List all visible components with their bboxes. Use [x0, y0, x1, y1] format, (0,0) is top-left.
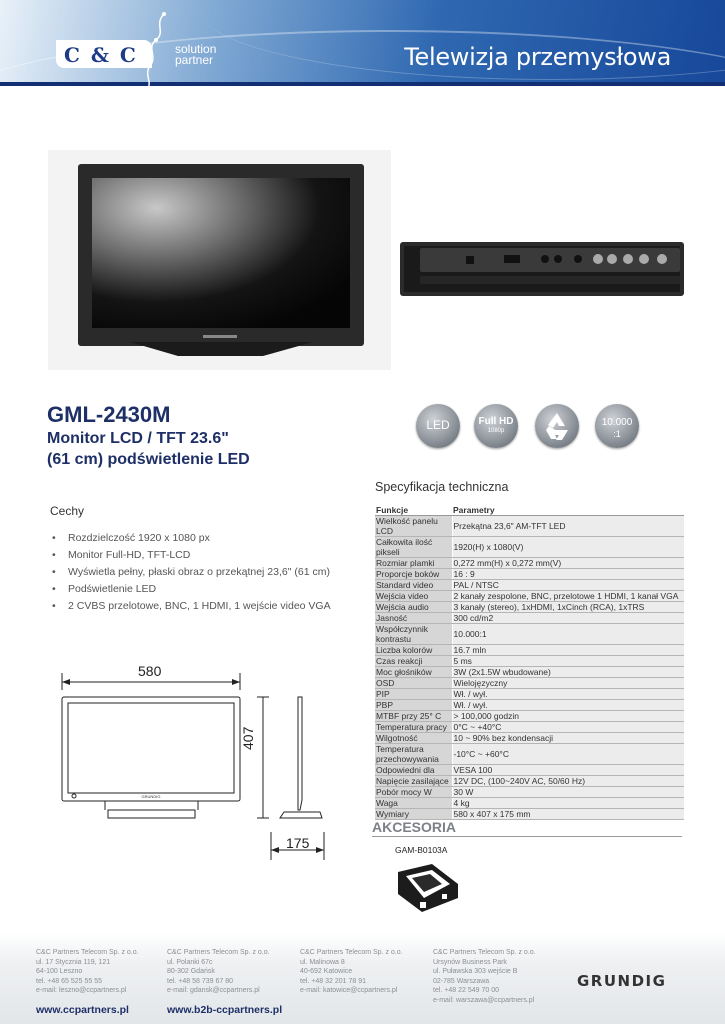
spec-value: Wł. / wył.: [452, 689, 684, 700]
table-row: [375, 580, 684, 591]
spec-key: Rozmiar plamki: [375, 558, 452, 569]
address-line: tel. +48 65 525 55 55: [36, 977, 102, 985]
spec-key: Wilgotność: [375, 733, 452, 744]
table-row: [375, 744, 684, 765]
table-row: [375, 624, 684, 645]
spec-key: MTBF przy 25° C: [375, 711, 452, 722]
address-line: C&C Partners Telecom Sp. z o.o.: [300, 949, 403, 956]
address-line: 64-100 Leszno: [36, 968, 83, 975]
spec-key: Wejścia video: [375, 591, 452, 602]
address-line: ul. Polanki 67c: [167, 958, 213, 966]
badge-sublabel: 1080p: [487, 428, 505, 434]
accessories-heading: AKCESORIA: [372, 819, 457, 835]
address-line: ul. Malinowa 8: [300, 958, 345, 966]
table-row: [375, 558, 684, 569]
address-line: e-mail: katowice@ccpartners.pl: [300, 987, 398, 994]
spec-heading: Specyfikacja techniczna: [375, 480, 509, 494]
address-line: 02-785 Warszawa: [433, 977, 490, 985]
list-item: • 2 CVBS przelotowe, BNC, 1 HDMI, 1 wejście video VGA: [52, 598, 331, 615]
spec-key: Proporcje boków: [375, 569, 452, 580]
tv-connector-panel-image: [400, 242, 684, 296]
spec-key: PBP: [375, 700, 452, 711]
spec-value: 4 kg: [452, 798, 684, 809]
page-title: Telewizja przemysłowa: [404, 43, 671, 71]
table-row: [375, 656, 684, 667]
badge-label: Full HD: [478, 416, 514, 427]
product-code: GML-2430M: [47, 402, 171, 427]
website-link[interactable]: www.ccpartners.pl: [36, 1004, 129, 1016]
grundig-logo: GRUNDIG: [577, 972, 667, 990]
spec-value: 580 x 407 x 175 mm: [452, 809, 684, 820]
logo-subtitle: [175, 44, 216, 66]
spec-key: Czas reakcji: [375, 656, 452, 667]
tv-product-image: [48, 150, 391, 370]
address-block: [167, 948, 270, 996]
spec-value: 1920(H) x 1080(V): [452, 537, 684, 558]
badge-label: LED: [426, 418, 450, 432]
spec-key: Wielkość panelu LCD: [375, 516, 452, 537]
address-line: ul. 17 Stycznia 119, 121: [36, 958, 111, 966]
address-line: Ursynów Business Park: [433, 958, 507, 966]
spec-value: 16 : 9: [452, 569, 684, 580]
list-item: • Rozdzielczość 1920 x 1080 px: [52, 530, 331, 547]
table-row: [375, 689, 684, 700]
spec-table: [375, 505, 684, 820]
dimension-width-label: 580: [138, 663, 162, 679]
table-row: [375, 787, 684, 798]
mounting-bracket-image: [392, 862, 464, 920]
table-row: [375, 733, 684, 744]
spec-value: 30 W: [452, 787, 684, 798]
table-row: [375, 613, 684, 624]
spec-value: Wł. / wył.: [452, 700, 684, 711]
table-row: [375, 678, 684, 689]
spec-key: Pobór mocy W: [375, 787, 452, 798]
spec-value: 10.000:1: [452, 624, 684, 645]
column-header: Parametry: [452, 505, 684, 516]
table-row: [375, 776, 684, 787]
spec-key: Temperatura przechowywania: [375, 744, 452, 765]
product-description: (61 cm) podświetlenie LED: [47, 451, 250, 468]
table-row: [375, 537, 684, 558]
accessory-code: GAM-B0103A: [395, 845, 448, 855]
accessories-divider: [372, 836, 682, 837]
spec-key: Wymiary: [375, 809, 452, 820]
spec-value: 5 ms: [452, 656, 684, 667]
spec-key: Jasność: [375, 613, 452, 624]
table-row: [375, 602, 684, 613]
address-line: C&C Partners Telecom Sp. z o.o.: [36, 949, 139, 956]
b2b-website-link[interactable]: www.b2b-ccpartners.pl: [167, 1004, 283, 1016]
table-row: [375, 765, 684, 776]
address-line: C&C Partners Telecom Sp. z o.o.: [433, 949, 536, 956]
dimension-depth-label: 175: [286, 835, 310, 851]
column-header: Funkcje: [375, 505, 452, 516]
logo-text: C & C: [64, 43, 138, 67]
dimension-height-label: 407: [240, 726, 256, 750]
spec-value: 0,272 mm(H) x 0,272 mm(V): [452, 558, 684, 569]
table-header-row: [375, 505, 684, 516]
spec-key: Całkowita ilość pikseli: [375, 537, 452, 558]
spec-key: Odpowiedni dla: [375, 765, 452, 776]
header-divider: [0, 82, 725, 86]
table-row: [375, 569, 684, 580]
drawing-brand-mark: GRUNDIG: [141, 794, 161, 799]
spec-value: 12V DC, (100~240V AC, 50/60 Hz): [452, 776, 684, 787]
spec-key: Standard video: [375, 580, 452, 591]
address-line: 80-302 Gdańsk: [167, 968, 215, 975]
logo-sub-line: solution: [175, 42, 217, 56]
table-row: [375, 711, 684, 722]
spec-value: 0°C ~ +40°C: [452, 722, 684, 733]
spec-value: Przekątna 23,6" AM-TFT LED: [452, 516, 684, 537]
spec-key: OSD: [375, 678, 452, 689]
led-badge-icon: [416, 404, 460, 448]
spec-key: Waga: [375, 798, 452, 809]
badge-sublabel: :1: [613, 429, 621, 439]
address-line: tel. +48 58 739 67 80: [167, 977, 233, 985]
spec-key: Napięcie zasilające: [375, 776, 452, 787]
contrast-badge-icon: [595, 404, 639, 448]
table-row: [375, 591, 684, 602]
list-item: • Monitor Full-HD, TFT-LCD: [52, 547, 331, 564]
spec-key: Temperatura pracy: [375, 722, 452, 733]
spec-key: Wejścia audio: [375, 602, 452, 613]
features-list: [52, 530, 331, 615]
address-line: e-mail: gdansk@ccpartners.pl: [167, 987, 260, 994]
table-row: [375, 700, 684, 711]
full-hd-badge-icon: [474, 404, 518, 448]
address-line: ul. Puławska 303 wejście B: [433, 968, 518, 975]
address-line: 40-692 Katowice: [300, 968, 353, 975]
address-block: [433, 948, 536, 1005]
spec-key: Liczba kolorów: [375, 645, 452, 656]
spec-value: 3 kanały (stereo), 1xHDMI, 1xCinch (RCA), 1xTRS: [452, 602, 684, 613]
address-line: e-mail: warszawa@ccpartners.pl: [433, 996, 535, 1004]
table-row: [375, 516, 684, 537]
spec-value: -10°C ~ +60°C: [452, 744, 684, 765]
spec-value: > 100,000 godzin: [452, 711, 684, 722]
product-description: Monitor LCD / TFT 23.6": [47, 430, 229, 447]
spec-key: Moc głośników: [375, 667, 452, 678]
logo-sub-line: partner: [175, 53, 214, 67]
table-row: [375, 722, 684, 733]
table-row: [375, 809, 684, 820]
recycle-badge-icon: [535, 404, 579, 448]
address-line: e-mail: leszno@ccpartners.pl: [36, 987, 127, 994]
table-row: [375, 667, 684, 678]
address-line: tel. +48 32 201 78 91: [300, 977, 366, 985]
badge-label: 10.000: [601, 417, 633, 428]
address-block: [300, 948, 403, 996]
list-item: • Wyświetla pełny, płaski obraz o przekątnej 23,6" (61 cm): [52, 564, 331, 581]
address-line: C&C Partners Telecom Sp. z o.o.: [167, 949, 270, 956]
spec-value: 16.7 mln: [452, 645, 684, 656]
logo-squiggle-icon: [136, 10, 176, 90]
spec-key: Współczynnik kontrastu: [375, 624, 452, 645]
spec-value: Wielojęzyczny: [452, 678, 684, 689]
spec-key: PIP: [375, 689, 452, 700]
address-block: [36, 948, 139, 996]
spec-value: 2 kanały zespolone, BNC, przelotowe 1 HDMI, 1 kanał VGA: [452, 591, 684, 602]
spec-value: 3W (2x1.5W wbudowane): [452, 667, 684, 678]
spec-value: VESA 100: [452, 765, 684, 776]
address-line: tel. +48 22 549 70 00: [433, 987, 499, 994]
spec-value: PAL / NTSC: [452, 580, 684, 591]
table-row: [375, 798, 684, 809]
spec-value: 300 cd/m2: [452, 613, 684, 624]
table-row: [375, 645, 684, 656]
spec-value: 10 ~ 90% bez kondensacji: [452, 733, 684, 744]
features-heading: Cechy: [50, 504, 85, 518]
list-item: • Podświetlenie LED: [52, 581, 331, 598]
